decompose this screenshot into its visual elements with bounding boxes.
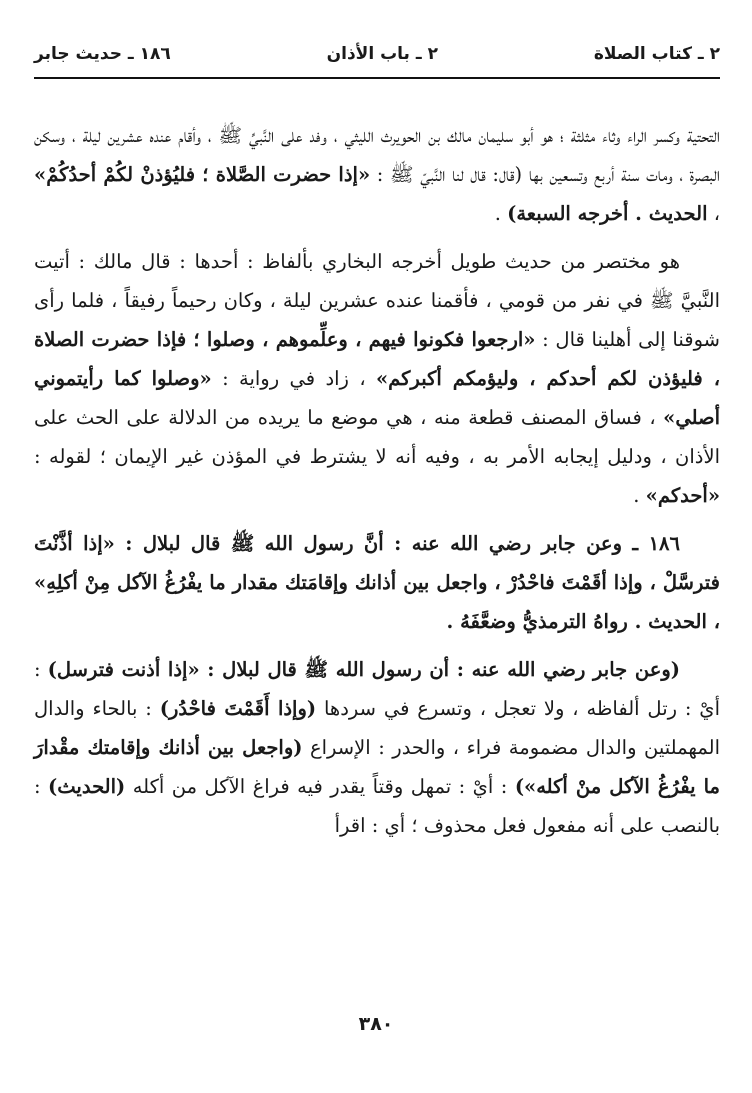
bold-text-run: (وإذا أَقَمْتَ فاحْدُر) bbox=[159, 697, 317, 720]
paragraph bbox=[34, 524, 720, 641]
paragraph bbox=[34, 650, 720, 845]
bold-text-run: «ارجعوا فكونوا فيهم ، وعلِّموهم ، وصلوا ؛ فإذا حضرت الصلاة ، فليؤذن لكم أحدكم ، وليؤمكم أكبركم» bbox=[34, 328, 720, 390]
text-run: : أيْ : رتل ألفاظه ، ولا تعجل ، وتسرع في سردها bbox=[34, 658, 720, 720]
paragraph bbox=[34, 116, 720, 233]
paragraph bbox=[34, 242, 720, 515]
text-run: التحتية وكسر الراء وثاء مثلثة ؛ هو أبو سليمان مالك بن الحويرث الليثي ، وفد على النَّبيِّ ﷺ ، وأقام عنده عشرين ليلة ، وسكن البصرة ، ومات سنة أربع وتسعين بها (قال: قال لنا النَّبيّ ﷺ : bbox=[34, 124, 720, 186]
header-rule bbox=[34, 77, 720, 79]
bold-text-run: (واجعل بين أذانك وإقامتك مقْدارَ ما يفْرُغُ الآكل منْ أكله») bbox=[34, 736, 720, 798]
text-run: . bbox=[494, 202, 508, 225]
bold-text-run: الحديث . أخرجه السبعة) bbox=[507, 202, 708, 225]
text-run: ، فساق المصنف قطعة منه ، هي موضع ما يريده من الدلالة على الحث على الأذان ، ودليل إيجابه الأمر به ، وفيه أنه لا يشترط في المؤذن غير الإيمان ؛ لقوله : bbox=[34, 406, 720, 468]
text-run: . bbox=[633, 484, 646, 507]
header-chapter: ٢ ـ كتاب الصلاة bbox=[593, 44, 720, 64]
page-number: ٣٨٠ bbox=[358, 1013, 394, 1035]
text-run: ، زاد في رواية : bbox=[211, 367, 376, 390]
header-hadith: ١٨٦ ـ حديث جابر bbox=[34, 44, 171, 64]
text-run: : بالحاء والدال المهملتين والدال مضمومة فراء ، والحدر : الإسراع bbox=[34, 697, 720, 759]
text-run: ، bbox=[707, 202, 720, 225]
bold-text-run: (الحديث) bbox=[48, 775, 126, 798]
bold-text-run: (وعن جابر رضي الله عنه : أن رسول الله ﷺ قال لبلال : «إذا أذنت فترسل) bbox=[47, 658, 680, 681]
bold-text-run: «إذا حضرت الصَّلاة ؛ فليُؤذنْ لكُمْ أحدُكُمْ» bbox=[34, 163, 371, 186]
header-section: ٢ ـ باب الأذان bbox=[326, 44, 438, 64]
bold-text-run: ١٨٦ ـ وعن جابر رضي الله عنه : أنَّ رسول الله ﷺ قال لبلال : «إذا أذَّنْتَ فترسَّلْ ، وإذا أقَمْتَ فاحْدُرْ ، واجعل بين أذانك وإقامَتك مقدار ما يفْرُغُ الآكل مِنْ أكلِهِ» ، الحديث . رواهُ الترمذيُّ وضعَّفَهُ . bbox=[34, 532, 720, 633]
text-run: هو مختصر من حديث طويل أخرجه البخاري بألفاظ : أحدها : قال مالك : أتيت النَّبيَّ ﷺ في نفر من قومي ، فأقمنا عنده عشرين ليلة ، وكان رحيماً رفيقاً ، فلما رأى شوقنا إلى أهلينا قال : bbox=[34, 250, 720, 351]
bold-text-run: «وصلوا كما رأيتموني أصلي» bbox=[34, 367, 720, 429]
running-header bbox=[34, 36, 720, 72]
bold-text-run: «أحدكم» bbox=[645, 484, 720, 507]
text-run: : بالنصب على أنه مفعول فعل محذوف ؛ أي : اقرأ bbox=[34, 775, 720, 837]
text-run: : أيْ : تمهل وقتاً يقدر فيه فراغ الآكل من أكله bbox=[125, 775, 515, 798]
page-body bbox=[34, 116, 720, 854]
